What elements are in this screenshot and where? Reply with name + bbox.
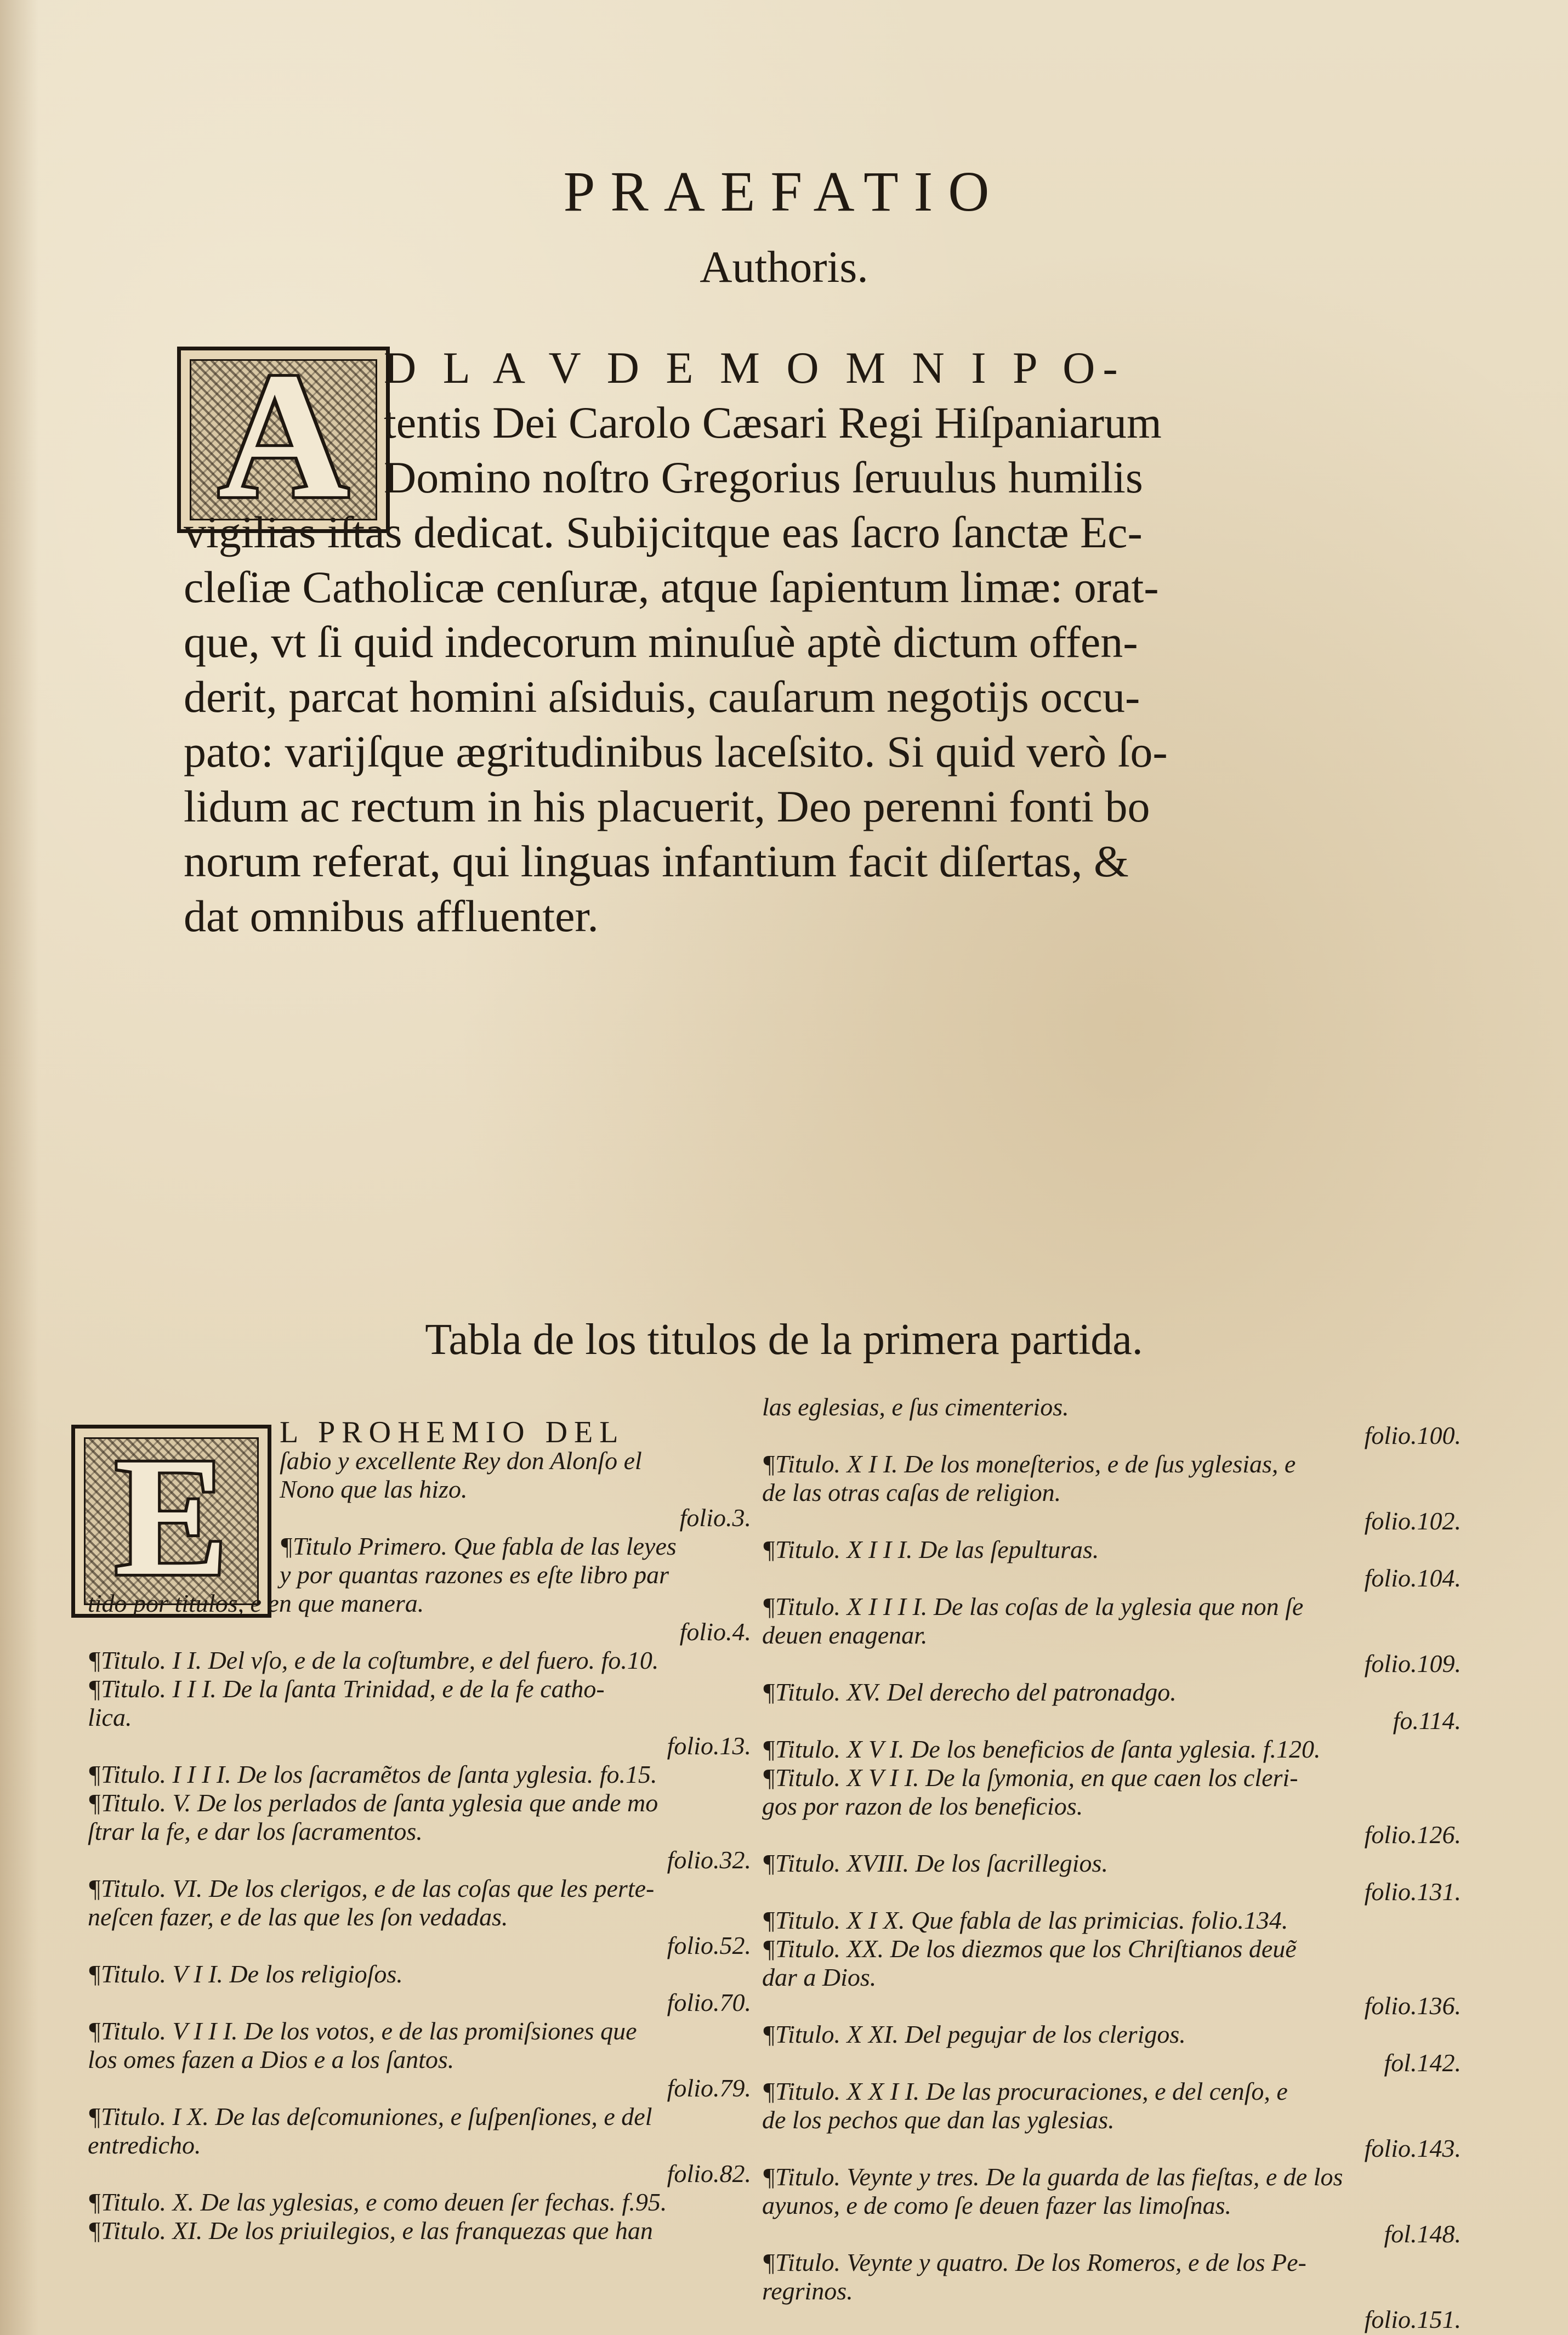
toc-entry-line: ¶Titulo. V I I I. De los votos, e de las promiſsiones que: [88, 2017, 637, 2045]
toc-entry-folio: folio.79.: [667, 2074, 751, 2102]
toc-entry-line: ¶Titulo. X I I I I. De las coſas de la yglesia que non ſe: [762, 1592, 1304, 1620]
toc-entry-line: ¶Titulo. X XI. Del pegujar de los clerigos.: [762, 2020, 1186, 2048]
toc-entry: [88, 2217, 751, 2245]
decorated-initial-a: [177, 335, 390, 536]
toc-entry: [762, 2163, 1461, 2248]
toc-entry-line: ¶Titulo. X I X. Que fabla de las primicias. folio.134.: [762, 1906, 1288, 1934]
toc-entry-folio: folio.131.: [1364, 1878, 1461, 1906]
toc-entry-line: ¶Titulo. Veynte y tres. De la guarda de las fieſtas, e de los: [762, 2163, 1343, 2191]
toc-entry-folio: folio.4.: [679, 1618, 751, 1646]
toc-entry-folio: folio.32.: [667, 1846, 751, 1874]
toc-entry: [762, 1393, 1461, 1450]
preface-line: pato: varijſque ægritudinibus laceſsito. Si quid verò ſo-: [184, 727, 1168, 777]
toc-entry-line: ¶Titulo. X. De las yglesias, e como deuen ſer fechas. f.95.: [88, 2188, 667, 2216]
toc-entry-line: ¶Titulo. I I. Del vſo, e de la coſtumbre, e del fuero. fo.10.: [88, 1646, 659, 1674]
toc-entry: [762, 1735, 1461, 1764]
toc-entry: [762, 1764, 1461, 1849]
toc-entry-folio: folio.100.: [1364, 1421, 1461, 1449]
toc-entry-line: regrinos.: [762, 2277, 853, 2305]
toc-entry-line: tido por titulos, e en que manera.: [88, 1589, 424, 1617]
preface-line: lidum ac rectum in his placuerit, Deo perenni fonti bo: [184, 781, 1150, 831]
toc-entry: [88, 2188, 751, 2217]
toc-entry-folio: folio.151.: [1364, 2305, 1461, 2333]
toc-entry-line: dar a Dios.: [762, 1963, 877, 1991]
toc-entry-line: lica.: [88, 1703, 132, 1731]
toc-entry-line: entredicho.: [88, 2131, 201, 2159]
toc-entry: [762, 2077, 1461, 2163]
toc-entry-folio: folio.3.: [679, 1504, 751, 1532]
preface-line: D L A V D E M O M N I P O-: [384, 343, 1126, 393]
preface-subtitle: Authoris.: [700, 242, 868, 292]
toc-entry-folio: folio.70.: [667, 1988, 751, 2016]
toc-entry-folio: folio.143.: [1364, 2134, 1461, 2162]
table-column-right: [762, 1393, 1461, 2334]
toc-entry: [88, 1415, 751, 1532]
toc-entry-line: ¶Titulo. XV. Del derecho del patronadgo.: [762, 1678, 1177, 1706]
toc-entry-line: neſcen fazer, e de las que les ſon vedadas.: [88, 1903, 508, 1931]
preface-line: vigilias iſtas dedicat. Subijcitque eas ſacro ſanctæ Ec-: [184, 507, 1143, 557]
toc-entry-folio: folio.136.: [1364, 1992, 1461, 2020]
toc-entry-line: ſtrar la fe, e dar los ſacramentos.: [88, 1817, 423, 1845]
toc-entry: [762, 1906, 1461, 1935]
preface-title: PRAEFATIO: [563, 160, 1005, 223]
toc-entry: [762, 1849, 1461, 1906]
toc-entry-line: los omes fazen a Dios e a los ſantos.: [88, 2045, 455, 2073]
toc-entry-line: ayunos, e de como ſe deuen fazer las limoſnas.: [762, 2191, 1231, 2219]
toc-entry: [762, 1535, 1461, 1592]
toc-entry-folio: folio.109.: [1364, 1650, 1461, 1677]
preface-line: cleſiæ Catholicæ cenſuræ, atque ſapientum limæ: orat-: [184, 562, 1159, 612]
toc-entry-line: ¶Titulo. V I I. De los religioſos.: [88, 1960, 403, 1988]
toc-entry-line: ¶Titulo. V. De los perlados de ſanta yglesia que ande mo: [88, 1789, 658, 1817]
toc-entry-line: ¶Titulo. I X. De las deſcomuniones, e ſuſpenſiones, e del: [88, 2102, 652, 2130]
toc-entry-folio: folio.104.: [1364, 1564, 1461, 1592]
toc-entry: [762, 2248, 1461, 2334]
initial-letter: E: [115, 1422, 228, 1611]
table-title: Tabla de los titulos de la primera partida.: [425, 1316, 1143, 1364]
toc-entry-line: ¶Titulo. XI. De los priuilegios, e las franquezas que han: [88, 2217, 653, 2245]
toc-entry-folio: fol.148.: [1384, 2220, 1461, 2248]
preface-line: derit, parcat homini aſsiduis, cauſarum negotijs occu-: [184, 672, 1140, 722]
toc-entry: [762, 1450, 1461, 1535]
preface-line: Domino noſtro Gregorius ſeruulus humilis: [384, 452, 1143, 502]
toc-entry-line: ¶Titulo. X V I I. De la ſymonia, en que caen los cleri-: [762, 1764, 1298, 1792]
toc-entry: [762, 1678, 1461, 1735]
toc-entry-head: L PROHEMIO DEL: [280, 1415, 625, 1449]
toc-entry-folio: folio.13.: [667, 1732, 751, 1760]
toc-entry: [88, 1532, 751, 1646]
toc-entry-line: ¶Titulo. Veynte y quatro. De los Romeros, e de los Pe-: [762, 2248, 1306, 2276]
toc-entry: [88, 1960, 751, 2017]
toc-entry-folio: fol.142.: [1384, 2049, 1461, 2077]
toc-entry-line: gos por razon de los beneficios.: [762, 1792, 1083, 1820]
toc-entry-line: ¶Titulo. X I I. De los moneſterios, e de ſus yglesias, e: [762, 1450, 1296, 1478]
toc-entry-line: ¶Titulo Primero. Que fabla de las leyes: [280, 1532, 677, 1560]
toc-entry-line: ¶Titulo. X V I. De los beneficios de ſanta yglesia. f.120.: [762, 1735, 1321, 1763]
toc-entry: [88, 2017, 751, 2102]
toc-entry: [762, 1935, 1461, 2020]
toc-entry-line: ¶Titulo. X X I I. De las procuraciones, e del cenſo, e: [762, 2077, 1288, 2105]
toc-entry-line: ¶Titulo. I I I. De la ſanta Trinidad, e de la fe catho-: [88, 1675, 605, 1703]
toc-entry-folio: folio.82.: [667, 2160, 751, 2187]
toc-entry: [88, 1760, 751, 1789]
initial-letter: A: [218, 335, 349, 536]
toc-entry: [88, 2102, 751, 2188]
toc-entry-line: Nono que las hizo.: [280, 1475, 468, 1503]
toc-entry-line: las eglesias, e ſus cimenterios.: [762, 1393, 1069, 1421]
toc-entry-folio: fo.114.: [1393, 1707, 1461, 1735]
toc-entry-line: de las otras caſas de religion.: [762, 1478, 1061, 1506]
toc-entry-line: de los pechos que dan las yglesias.: [762, 2106, 1115, 2134]
table-column-left: [88, 1415, 751, 2245]
toc-entry-folio: folio.102.: [1364, 1507, 1461, 1535]
toc-entry-line: ¶Titulo. I I I I. De los ſacramẽtos de ſanta yglesia. fo.15.: [88, 1760, 657, 1788]
toc-entry-line: ¶Titulo. XX. De los diezmos que los Chriſtianos deuẽ: [762, 1935, 1297, 1963]
preface-line: que, vt ſi quid indecorum minuſuè aptè dictum offen-: [184, 617, 1138, 667]
toc-entry-line: ¶Titulo. VI. De los clerigos, e de las coſas que les perte-: [88, 1874, 655, 1902]
preface-line: dat omnibus affluenter.: [184, 891, 599, 941]
toc-entry: [88, 1646, 751, 1675]
toc-entry-line: ¶Titulo. X I I I. De las ſepulturas.: [762, 1535, 1099, 1563]
preface-line: norum referat, qui linguas infantium facit diſertas, &: [184, 836, 1129, 886]
page-edge-shadow: [0, 0, 38, 2335]
toc-entry: [762, 1592, 1461, 1678]
toc-entry: [88, 1874, 751, 1960]
toc-entry: [88, 1789, 751, 1874]
toc-entry-line: ſabio y excellente Rey don Alonſo el: [280, 1447, 642, 1475]
toc-entry-line: deuen enagenar.: [762, 1621, 928, 1649]
toc-entry-line: ¶Titulo. XVIII. De los ſacrillegios.: [762, 1849, 1108, 1877]
toc-entry: [88, 1675, 751, 1760]
toc-entry: [762, 2020, 1461, 2077]
preface-line: tentis Dei Carolo Cæsari Regi Hiſpaniarum: [384, 398, 1162, 447]
toc-entry-folio: folio.126.: [1364, 1821, 1461, 1849]
toc-entry-folio: folio.52.: [667, 1931, 751, 1959]
toc-entry-line: y por quantas razones es eſte libro par: [280, 1561, 669, 1589]
